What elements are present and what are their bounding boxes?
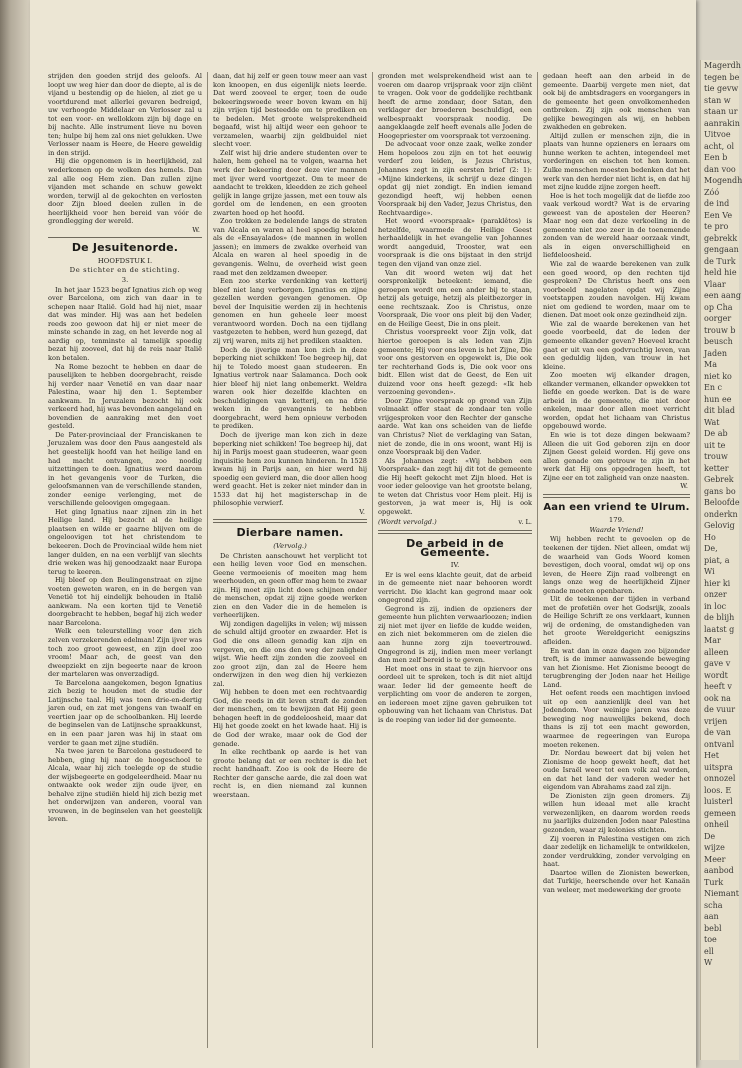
- next-page-fragments: [701, 60, 742, 969]
- article-signature: v. L.: [518, 518, 532, 527]
- next-page-fragment: te pro: [704, 222, 729, 231]
- section-number: 3.: [121, 276, 129, 285]
- next-page-fragment: wordt: [704, 670, 728, 680]
- next-page-fragment: vrijen: [704, 716, 728, 726]
- next-page-fragment: de vuur: [704, 705, 736, 714]
- next-page-fragment: staan ur: [704, 107, 738, 116]
- column-rule: [207, 72, 208, 1048]
- article-title: Aan een vriend te Ulrum.: [543, 501, 690, 513]
- next-page-fragment: Jaden: [704, 348, 727, 358]
- article-signature: W.: [680, 482, 688, 491]
- article-paragraph: Christus voorspreekt voor Zijn volk, dat hiertoe geroepen is als leden van Zijn gemeente; Hij voor ons leven is het Zijne, Die voor ons gestorven en opgewekt is, Die ook ter rechterhand Gods is, Die ook voor ons bidt. Ellen wist dat de Geest, de Een uit duizend voor ons heeft gezegd: «Ik heb verzoening gevonden».: [378, 328, 532, 397]
- next-page-fragment: ketter: [704, 463, 729, 473]
- continued-note: (Vervolg.): [273, 541, 307, 550]
- article-body: [48, 286, 202, 824]
- article-paragraph: Hij bleef op den Beulingenstraat en zijne voeten geweten waren, en in de bergen van Venetië tot hij eindelijk behouden in Italië aankwam. Na een korten tijd te Venetië doorgebracht te hebben, begaf hij zich weder naar Barcelona.: [48, 576, 202, 627]
- next-page-fragment: Gelovig: [704, 521, 735, 530]
- next-page-fragment: ontvanl: [704, 739, 735, 749]
- article-title: Dierbare namen.: [236, 526, 344, 540]
- next-page-fragment: dan voo: [704, 164, 736, 174]
- next-page-fragment: ook na: [704, 693, 731, 703]
- next-page-fragment: heeft v: [704, 682, 732, 691]
- next-page-fragment: aan: [704, 912, 719, 921]
- next-page-fragment: tegen be: [704, 72, 740, 82]
- section-divider: [543, 494, 690, 498]
- book-binding: [0, 0, 30, 1068]
- article-paragraph: Zelf wist hij drie andere studenten over te halen, hem geheel na te volgen, waarna het werk der bekeering door deze vier mannen met ijver werd voortgezet. Om te meer de aandacht te trekken, kleedden ze zich geheel gelijk in lange grijze jassen, met een touw als gordel om de lendenen, en een grooten zwarten hoed op het hoofd.: [213, 148, 367, 217]
- next-page-fragment: toe: [704, 935, 717, 944]
- next-page-fragment: Meer: [704, 854, 726, 864]
- article-paragraph: De Christen aanschouwt het verplicht tot een heilig leven voor God en menschen. Geene vermoeienis of moeiten mag hem weerhouden, en geen offer mag hem te zwaar zijn. Hij moet zijn licht doen schijnen onder de menschen, opdat zij zijne goede werken zien en den Vader die in de hemelen is verheerlijken.: [213, 551, 367, 620]
- next-page-fragment: Een Ve: [704, 210, 733, 220]
- article-paragraph: De advocaat voor onze zaak, welke zonder Hem hopeloos zou zijn en tot het eeuwig verderf zou leiden, is Jezus Christus, Johannes zegt in zijn eersten brief (2: 1): «Mijne kinderkens, ik schrijf u deze dingen opdat gij niet zondigt. En indien iemand gezondigd heeft, wij hebben eenen Voorspraak bij den Vader, Jezus Christus, den Rechtvaardige».: [378, 140, 532, 217]
- article-paragraph: Wij zondigen dagelijks in velen; wij missen de schuld altijd grooter en zwaarder. Het is God die ons alleen genadig kan zijn en vergeven, en die ons den weg der zaligheid wijst. Wie heeft zijn zonden die zooveel en zoo groot zijn, dan zal de Heere hem onderwijzen in den weg dien hij verkiezen zal.: [213, 619, 367, 688]
- next-page-fragment: gemeen: [704, 808, 737, 818]
- next-page-fragment: W: [704, 958, 713, 967]
- next-page-fragment: Mar: [704, 636, 721, 645]
- section-divider: [213, 519, 367, 523]
- next-page-fragment: op Cha: [704, 302, 733, 312]
- section-divider: [378, 530, 532, 534]
- next-page-fragment: onnozel: [704, 774, 736, 783]
- letter-salutation: Waarde Vriend!: [589, 525, 644, 534]
- article-signature: V.: [359, 507, 365, 516]
- article-paragraph: De Zionisten zijn geen dromers. Zij willen hun ideaal met alle kracht verwezenlijken, en daarom worden reeds nu jaarlijks duizenden Joden naar Palestina gezonden, waar zij kolonies stichten.: [543, 791, 690, 835]
- section-number: IV.: [450, 561, 460, 570]
- next-page-fragment: Gebrek: [704, 475, 734, 484]
- article-paragraph: Doch de ijverige man kon zich in deze beperking niet schikken! Toe begreep hij, dat hij te Toledo moest gaan studeeren. En Ignatius vertrok naar Salamanca. Doch ook hier bleef hij niet lang onbemerkt. Weldra waren ook hier dezelfde klachten en beschuldigingen van ketterij, en na drie weken in de gevangenis te hebben doorgebracht, werd hem opnieuw verboden te prediken.: [213, 345, 367, 431]
- next-page-fragment: onderkn: [704, 509, 738, 519]
- column-2: [213, 72, 367, 1048]
- next-page-edge: [700, 60, 742, 1060]
- next-page-fragment: hun ee: [704, 394, 732, 404]
- next-page-fragment: aanbod: [704, 866, 734, 875]
- next-page-fragment: gave v: [704, 659, 731, 668]
- next-page-fragment: scha: [704, 900, 723, 910]
- next-page-fragment: Een b: [704, 153, 728, 162]
- article-paragraph: Wij hebben te doen met een rechtvaardig God, die reeds in dit leven straft de zonden der menschen, om te bewijzen dat Hij geen behagen heeft in de goddeloosheid, maar dat Hij het goede zoekt en het kwade haat. Hij is de God der wrake, maar ook de God der genade.: [213, 688, 367, 748]
- article-paragraph: Het woord «voorspraak» (paraklêtos) is hetzelfde, waarmede de Heilige Geest herhaaldelijk in het evangelie van Johannes wordt aangeduid, Trooster, wat een voorspraak is die ons bijstaat in den strijd tegen den vijand van onze ziel.: [378, 217, 532, 269]
- next-page-fragment: De ab: [704, 429, 728, 438]
- article-paragraph: Altijd zullen er menschen zijn, die in plaats van hunne opzieners en leraars om hunne werken te achten, integendeel met vorderingen en eischen tot hen komen. Zulke menschen moesten bedenken dat het werk van den herder niet licht is, en dat hij met zijne kudde zijne zorgen heeft.: [543, 131, 690, 192]
- next-page-fragment: trouw b: [704, 325, 736, 335]
- column-1: [48, 72, 202, 1048]
- next-page-fragment: Vlaar: [704, 279, 726, 289]
- next-page-fragment: held hie: [704, 268, 737, 277]
- next-page-fragment: Turk: [704, 877, 724, 887]
- chapter-heading: HOOFDSTUK I.: [97, 256, 153, 265]
- article-paragraph: Na twee jaren te Barcelona gestudeerd te hebben, ging hij naar de hoogeschool te Alcala, waar hij zich toelegde op de studie der wijsbegeerte en godgeleerdheid. Maar nu ontwaakte ook weder zijn oude ijver, en behalve zijne studiën hield hij zich bezig met het onderwijzen van anderen, vooral van vrouwen, in de beginselen van het geestelijk leven.: [48, 747, 202, 824]
- next-page-fragment: loos. E: [704, 785, 732, 795]
- next-page-fragment: Wi: [704, 567, 715, 576]
- next-page-fragment: aanrakin: [704, 118, 740, 128]
- column-rule: [372, 72, 373, 1048]
- next-page-fragment: onheil: [704, 820, 729, 829]
- next-page-fragment: Wat: [704, 417, 720, 427]
- next-page-fragment: alleen: [704, 647, 729, 657]
- article-paragraph: Zij voeren in Palestina vestigen om zich daar zedelijk en lichamelijk te ontwikkelen, zonder verdrukking, zonder vervolging en haat.: [543, 834, 690, 869]
- article-paragraph: Gegrond is zij, indien de opzieners der gemeente hun plichten verwaarloozen; indien zij niet met ijver en liefde de kudde weiden, en zich niet bekommeren om de zielen die aan hunne zorg zijn toevertrouwd. Ongegrond is zij, indien men meer verlangt dan men zelf bereid is te geven.: [378, 604, 532, 665]
- article-title: De arbeid in de Gemeente.: [406, 536, 504, 559]
- next-page-fragment: niet ko: [704, 371, 732, 381]
- article-paragraph: strijden den goeden strijd des geloofs. Al loopt uw weg hier dan door de diepte, al is de vijand u bestendig op de hielen, al ziet ge u voortdurend met allerlei gevaren bedreigd, uw verhoogde Middelaar en Verlosser zal u tot een voor- en wellokkom zijn bij dage en bij nachte. Alle instrument lieve nu boven ten; hulpe bij hem zal ons niet gelukken. Uwe Verlosser naam is Heere, de Heere geweldig in den strijd.: [48, 72, 202, 157]
- article-paragraph: Na Rome bezocht te hebben en daar de pauselijken te hebben doorgebracht, reisde hij verder naar Venetië en van daar naar Palestina, waar hij den 1. September aankwam. In Jeruzalem bezocht hij ook verkeerd had, hij was bevonden aangeland en bovendien de aanraking met den voet gesteld.: [48, 362, 202, 431]
- article-paragraph: Hoe is het toch mogelijk dat de liefde zoo vaak verkoud wordt? Wat is de ervaring geweest van de apostelen der Heeren? Maar nog een dat deze verkoeling in de gemeente niet zoo zeer in de toenemende zonden van de wereld haar oorzaak vindt, als in eigen onverschilligheid en liefdeloosheid.: [543, 191, 690, 260]
- section-divider: [48, 237, 202, 238]
- article-paragraph: Het oefent reeds een machtigen invloed uit op een aanzienlijk deel van het Jodendom. Voor weinige jaren was deze beweging nog nauwelijks bekend, doch thans is zij tot een macht geworden, waarmee de regeeringen van Europa moeten rekenen.: [543, 689, 690, 749]
- next-page-fragment: stan w: [704, 95, 731, 105]
- next-page-fragment: in loc: [704, 601, 727, 611]
- next-page-fragment: onzer: [704, 590, 727, 599]
- next-page-fragment: beusch: [704, 337, 733, 346]
- article-signature-row: [378, 518, 532, 527]
- letter-number: 179.: [608, 516, 625, 525]
- next-page-fragment: De,: [704, 544, 718, 553]
- next-page-fragment: de ind: [704, 199, 730, 208]
- article-paragraph: In het jaar 1523 begaf Ignatius zich op weg over Barcelona, om zich van daar in te schepen naar Italië. Gold had hij niet, maar dat was minder. Hij was aan het bedelen reeds zoo gewoon dat hij er niet meer de minste schande in zag, en het leverde nog al aardig op, tenminste al tamelijk spoedig bezat hij zooveel, dat hij de reis naar Italië kon betalen.: [48, 285, 202, 362]
- next-page-fragment: piat, a: [704, 555, 730, 565]
- article-paragraph: Er is wel eens klachte geuit, dat de arbeid in de gemeente niet naar behooren wordt verricht. Die klacht kan gegrond maar ook ongegrond zijn.: [378, 570, 532, 605]
- next-page-fragment: uitspra: [704, 762, 733, 772]
- next-page-fragment: Magerdh: [704, 61, 741, 70]
- column-rule: [537, 72, 538, 1048]
- column-4: [543, 72, 690, 1048]
- article-paragraph: gedaan heeft aan den arbeid in de gemeente. Daarbij vergete men niet, dat ook bij de ambtsdragers en voorgangers in de gemeente het geen onvolkomenheden ontbreken. Zij zijn ook menschen van gelijke bewegingen als wij, en hebben zwakheden en gebreken.: [543, 72, 690, 132]
- article-paragraph: Doch de ijverige man kon zich in deze beperking niet schikken! Toe begreep hij, dat hij in Parijs moest gaan studeeren, waar geen inquisitie hem zou kunnen hinderen. In 1528 kwam hij in Parijs aan, en hier werd hij spoedig een gevierd man, die door allen hoog werd geacht. Het is zeker niet minder dan in 1533 dat hij het magisterschap in de philosophie verwierf.: [213, 430, 367, 508]
- next-page-fragment: de blijh: [704, 613, 735, 622]
- column-3: [378, 72, 532, 1048]
- article-paragraph: En wie is tot deze dingen bekwaam? Alleen die uit God geboren zijn en door Zijnen Geest geleid worden. Hij geve ons allen genade om getrouw te zijn in het werk dat Hij ons opgedragen heeft, tot Zijne eer en tot zaligheid van onze naasten.: [543, 430, 690, 482]
- next-page-fragment: acht, ol: [704, 141, 735, 151]
- next-page-fragment: Beloofde: [704, 498, 740, 507]
- next-page-fragment: Het: [704, 751, 719, 760]
- next-page-fragment: de van: [704, 728, 731, 737]
- next-page-fragment: bebl: [704, 923, 722, 933]
- next-page-fragment: Niemant: [704, 889, 740, 898]
- article-paragraph: En wat dan in onze dagen zoo bijzonder treft, is de immer aanwassende beweging van het Zionisme. Het Zionisme beoogt de terugbrenging der Joden naar het Heilige Land.: [543, 646, 690, 689]
- article-paragraph: Wie zal de waarde berekenen van zulk een goed woord, op den rechten tijd gesproken? De Christus heeft ons een voorbeeld nagelaten opdat wij Zijne voetstappen zouden navolgen. Hij kwam niet om gediend te worden, maar om te dienen. Dat moet ook onze gezindheid zijn.: [543, 260, 690, 320]
- article-paragraph: Wie zal de waarde berekenen van het goede voorbeeld, dat de leden der gemeente elkander geven? Hoeveel kracht gaat er uit van een godvruchtig leven, van een geduldig lijden, van trouw in het kleine.: [543, 319, 690, 371]
- article-paragraph: Dr. Nordau beweert dat bij velen het Zionisme de hoop gewekt heeft, dat het oude Israël weer tot een volk zal worden, en dat het land der vaderen weder het eigendom van Abrahams zaad zal zijn.: [543, 749, 690, 792]
- next-page-fragment: gebrekk: [704, 233, 738, 243]
- next-page-fragment: Mogendh: [704, 176, 742, 185]
- next-page-fragment: oorger: [704, 314, 732, 323]
- next-page-fragment: En c: [704, 383, 723, 392]
- article-paragraph: De Pater-provinciaal der Franciskanen te Jeruzalem was door den Paus aangesteld als het geestelijk hoofd van het heilige land en had macht ontvangen, zoo noodig uitzettingen te doen. Ignatius werd daarom in het gevangenis voor de Turken, die geloofsmannen van de verschillende standen, zonder eenige verlenging, met de verschillende geloovigen omgegaan.: [48, 430, 202, 508]
- next-page-fragment: De: [704, 831, 716, 841]
- article-title: De Jesuitenorde.: [71, 241, 179, 255]
- article-paragraph: Hij die opgenomen is in heerlijkheid, zal wederkomen op de wolken des hemels. Dan zal alle oog Hem zien. Dan zullen zijne vijanden met schande en schuw gewekt worden, terwijl al de gekochten en verlosten door Zijn bloed deelen zullen in de heerlijkheid voor hen bereid van vóór de grondlegging der wereld.: [48, 157, 202, 226]
- article-paragraph: Van dit woord weten wij dat het oorspronkelijk beteekent: iemand, die geroepen wordt om een ander bij te staan, hetzij als getuige, hetzij als pleitbezorger in eene rechtszaak. Zoo is Christus, onze Voorspraak, Die voor ons pleit bij den Vader, en de Heilige Geest, Die in ons pleit.: [378, 268, 532, 328]
- article-paragraph: Door Zijne voorspraak op grond van Zijn volmaakt offer staat de zondaar ten volle vrijgesproken voor den Rechter der gansche aarde. Wat kan ons scheiden van de liefde van Christus? Niet de verklaging van Satan, niet de zonde, die in ons woont, want Hij is onze Voorspraak bij den Vader.: [378, 396, 532, 457]
- article-paragraph: Een zoo sterke verdenking van ketterij bleef niet lang verborgen. Ignatius en zijne gezellen werden gevangen genomen. Op bevel der Inquisitie werden zij in hechtenis genomen en hun geheele leer moest verantwoord worden. Doch na een tijdlang vastgezeten te hebben, werd hun gezegd, dat zij vrij waren, mits zij het prediken staakten.: [213, 277, 367, 345]
- article-paragraph: Welk een teleurstelling voor den zich zelven verzekerenden edelman! Zijn ijver was toch zoo groot geweest, en zijn doel zoo vroom! Maar ach, de geest van den dweepziekt en zijn begeerte naar de kroon der martelaren was onverzadigd.: [48, 627, 202, 679]
- article-signature: W.: [192, 225, 200, 234]
- article-paragraph: Het ging Ignatius naar zijnen zin in het Heilige land. Hij bezocht al de heilige plaatsen en wilde er gaarne blijven om de ongeloovigen tot het christendom te bekeeren. Doch de Provinciaal wilde hem niet langer dulden, en na een verblijf van slechts drie weken was hij genoodzaakt naar Europa terug te keeren.: [48, 507, 202, 576]
- next-page-fragment: tie gevw: [704, 84, 739, 93]
- next-page-fragment: ell: [704, 946, 714, 956]
- to-be-continued: (Wordt vervolgd.): [378, 518, 437, 527]
- next-page-fragment: wijze: [704, 843, 725, 852]
- article-paragraph: Zoo moeten wij elkander dragen, elkander vermanen, elkander opwekken tot liefde en goede werken. Dat is de ware arbeid in de gemeente, die niet door enkelen, maar door allen moet verricht worden, opdat het lichaam van Christus opgebouwd worde.: [543, 371, 690, 431]
- article-paragraph: Wij hebben recht te gevoelen op de teekenen der tijden. Niet alleen, omdat wij de waarheid van Gods Woord komen bevestigen, doch vooral, omdat wij op ons leven, de Heere Zijn raad volbrengt en langs onze weg de heerlijkheid Zijner genade moeten openbaren.: [543, 535, 690, 595]
- article-paragraph: Zoo trokken ze bedelende langs de straten van Alcala en waren al heel spoedig bekend als de «Ensayalados» (de mannen in wollen jassen); en immers de zwakke overheid van Alcala en waren al heel spoedig in de gevangenis. Welnu, de overheid wist geen raad met den zeldzamen dweeper.: [213, 217, 367, 277]
- next-page-fragment: Zóó: [704, 187, 720, 197]
- next-page-fragment: gans bo: [704, 486, 736, 496]
- next-page-fragment: laatst g: [704, 624, 735, 634]
- article-paragraph: gronden met welsprekendheid wist aan te voeren om daarop vrijspraak voor zijn cliënt te vragen. Ook voor de goddelijke rechtbank heeft de arme zondaar, door Satan, den verklager der broederen beschuldigd, een welbespraakt voorspraak noodig. De aangeklaagde zelf heeft evenals alle Joden de Hoogepriester om voorspraak tot verzoening.: [378, 72, 532, 140]
- article-subtitle: De stichter en de stichting.: [69, 266, 181, 275]
- next-page-fragment: luisterl: [704, 797, 733, 806]
- article-paragraph: Het moet ons in staat te zijn hiervoor ons oordeel uit te spreken, toch is dit niet altijd waar. Ieder lid der gemeente heeft de verplichting om voor de anderen te zorgen, en iedereen moet zijne gaven gebruiken tot opbouwing van het lichaam van Christus. Dat is de roeping van ieder lid der gemeente.: [378, 664, 532, 724]
- next-page-fragment: dit blad: [704, 406, 736, 415]
- next-page-fragment: Ma: [704, 360, 717, 369]
- article-paragraph: Daartoe willen de Zionisten bewerken, dat Turkije, heerschende over het Kanaän van weleer, met medewerking der groote: [543, 868, 690, 894]
- next-page-fragment: gengaan: [704, 245, 739, 254]
- article-paragraph: In elke rechtbank op aarde is het van groote belang dat er een rechter is die het recht handhaaft. Zoo is ook de Heere de Rechter der gansche aarde, die zal doen wat recht is, en dien niemand zal kunnen weerstaan.: [213, 748, 367, 799]
- next-page-fragment: Uitvoe: [704, 130, 731, 139]
- article-paragraph: Te Barcelona aangekomen, begon Ignatius zich bezig te houden met de studie der Latijnsche taal. Hij was toen drie-en-dertig jaren oud, en zat met jongens van twaalf en veertien jaar op de schoolbanken. Hij leerde de beginselen van de Latijnsche spraakkunst, en in een paar jaren was hij in staat om verder te gaan met zijne studiën.: [48, 678, 202, 747]
- article-paragraph: Uit de teekenen der tijden in verband met de profetiën over het Godsrijk, zooals de Heilige Schrift ze ons verklaart, kunnen wij de ordening, de omstandigheden van het groote Wereldgericht eenigszins afleiden.: [543, 595, 690, 646]
- next-page-fragment: een aang: [704, 291, 741, 300]
- next-page-fragment: uit te: [704, 440, 726, 450]
- next-page-fragment: Ho: [704, 532, 716, 542]
- article-paragraph: Als Johannes zegt: «Wij hebben een Voorspraak» dan zegt hij dit tot de gemeente die Hij heeft gekocht met Zijn bloed. Het is voor ieder geloovige van het grootste belang, te weten dat Christus voor Hem pleit. Hij is gestorven, ja wat meer is, Hij is ook opgewekt.: [378, 456, 532, 516]
- next-page-fragment: hier ki: [704, 578, 731, 588]
- next-page-fragment: trouw: [704, 452, 728, 461]
- article-paragraph: daan, dat hij zelf er geen touw meer aan vast kon knoopen, en dus eigenlijk niets leerde. Dat werd zooveel te erger, toen de oude bekeeringswoede weer boven kwam en hij zijn vrijen tijd besteedde om te prediken en te bedelen. Met groote welsprekendheid begaafd, wist hij altijd weer een gehoor te verzamelen, waarbij zijn geldbuidel niet slecht voer.: [213, 72, 367, 149]
- next-page-fragment: de Turk: [704, 256, 736, 266]
